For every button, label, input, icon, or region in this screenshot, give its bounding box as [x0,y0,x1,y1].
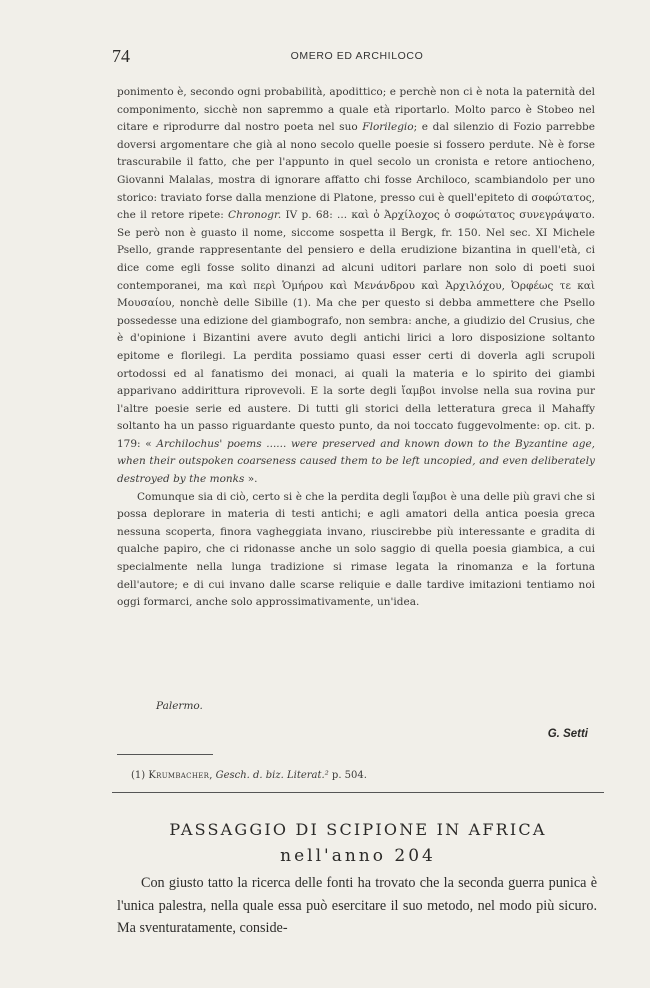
paragraph-1-text-d: ». [244,473,258,486]
section-divider [112,792,604,793]
author-signature: G. Setti [547,728,588,740]
italic-english-quote: Archilochus' poems ...... were preserved and known down to the Byzantine age, when their outspoken coarseness caused them to be left uncopied, and even deliberately destroyed by the monks [117,437,595,486]
italic-chronogr: Chronogr. [228,209,282,222]
footnote-title: Gesch. d. biz. Literat.² [215,770,329,781]
paragraph-1-text-a: ponimento è, secondo ogni probabilità, apodittico; e perchè non ci è nota la paternità del componimento, sicchè non sapremmo a quale età riportarlo. Molto parco è Stobeo nel citare e riprodurre dal nostro poeta nel suo [117,86,595,134]
footnote: (1) Krumbacher, Gesch. d. biz. Literat.² p. 504. [131,770,367,781]
body-paragraph-2: Comunque sia di ciò, certo si è che la perdita degli ἴαμβοι è una delle più gravi che si possa deplorare in materia di testi antichi; e agli amatori della antica poesia greca nessuna scoperta, finora vagheggiata invano, riuscirebbe più interessante e gradita di qualche papiro, che ci ridonasse anche un solo saggio di quella poesia giambica, a cui specialmente nella lunga tradizione si rimase legata la rinomanza e la fortuna dell'autore; e di cui invano dalle scarse reliquie e dalle tardive imitazioni tentiamo noi oggi formarci, anche solo approssimativamente, un'idea. [117,490,595,609]
page-number: 74 [112,46,130,66]
italic-work-title: Florilegio [362,121,414,134]
running-title: OMERO ED ARCHILOCO [290,50,424,62]
footnote-separator [117,754,213,755]
paragraph-1-text-c: IV p. 68: ... καὶ ὁ Ἀρχίλοχος ὁ σοφώτατος συνεγράψατο. Se però non è guasto il nome, siccome sospetta il Bergk, fr. 150. Nel sec. XI Michele Psello, grande rappresentante del pensiero e della erudizione bizantina in quell'età, ci dice come egli fosse solito dinanzi ad alcuni uditori parlare non solo di poeti suoi contemporanei, ma καὶ περὶ Ὁμήρου καὶ Μενάνδρου καὶ Ἀρχιλόχου, Ὀρφέως τε καὶ Μουσαίου, nonchè delle Sibille (1). Ma che per questo si debba ammettere che Psello possedesse una edizione del giambografo, non sembra: anche, a giudizio del Crusius, che è d'opinione i Bizantini avere avuto degli antichi lirici a loro disposizione soltanto epitome e florilegi. La perdita possiamo quasi esser certi di doverla agli scrupoli ortodossi ed al fanatismo dei monaci, ai quali la materia e lo spirito dei giambi apparivano addirittura riprovevoli. E la sorte degli ἴαμβοι involse nella sua rovina pur l'altre poesie serie ed austere. Di tutti gli storici della letteratura greca il Mahaffy soltanto ha un passo riguardante questo punto, da noi toccato fuggevolmente: op. cit. p. 179: « [117,209,595,450]
footnote-author: Krumbacher [148,770,210,781]
body-paragraph-1 [117,84,595,489]
section-subtitle: nell'anno 204 [280,846,436,866]
section-body [117,872,597,940]
section-title: PASSAGGIO DI SCIPIONE IN AFRICA [169,820,547,839]
section-opening-paragraph: Con giusto tatto la ricerca delle fonti ha trovato che la seconda guerra punica è l'unica palestra, nella quale essa può esercitare il suo metodo, nel modo più sicuro. Ma sventuratamente, conside- [117,875,597,936]
footnote-page-ref: p. 504. [331,770,367,781]
body-text [117,84,595,612]
running-head [112,46,602,68]
paragraph-1-text-b: ; e dal silenzio di Fozio parrebbe doversi argomentare che già al nono secolo quelle poesie si fossero perdute. Nè è forse trascurabile il fatto, che per l'appunto in quel secolo un cronista e retore antiocheno, Giovanni Malalas, mostra di ignorare affatto chi fosse Archiloco, scambiandolo per uno storico: traviato forse dalla menzione di Platone, presso cui è quell'epiteto di σοφώτατος, che il retore ripete: [117,121,595,222]
footnote-marker: (1) [131,770,146,781]
place-signature: Palermo. [156,700,203,712]
